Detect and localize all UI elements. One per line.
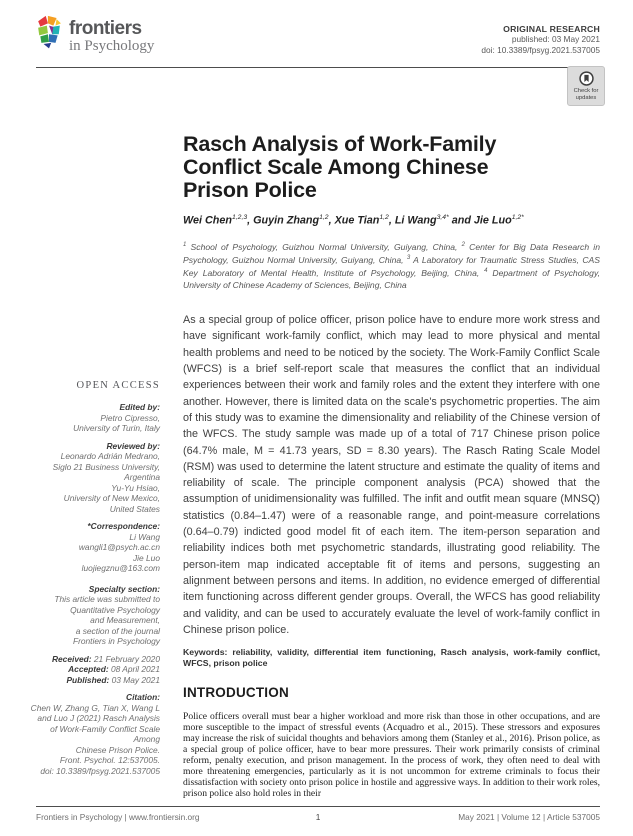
author-list: Wei Chen$^{1,2,3}$, Guyin Zhang$^{1,2}$, Xue Tian$^{1,2}$, Li Wang$^{3,4*}$ and Jie Luo$^{1,2*}$ (183, 214, 524, 227)
introduction-heading: INTRODUCTION (183, 685, 289, 701)
history-date-line: Published: 03 May 2021 (66, 674, 160, 685)
header-divider (36, 67, 600, 68)
edited-by-lines (30, 413, 160, 434)
history-date-line: Received: 21 February 2020 (51, 653, 160, 664)
check-updates-icon (579, 71, 594, 86)
list-item: doi: 10.3389/fpsyg.2021.537005 (40, 765, 160, 776)
list-item: a section of the journal (75, 625, 160, 636)
abstract-text: As a special group of police officer, prison police have to endure more work stress and have significant work-family conflict, which may lead to more physical and mental health problems and need to be noticed by the society. The Work-Family Conflict Scale (WFCS) is a brief self-report scale that measures the conflict that an individual experiences between their work and family roles and the extent they interfere with one another. However, there is limited data on the scale's psychometric properties. The aim of this study was to examine the dimensionality and reliability of the Chinese version of the WFCS. The study sample was made up of a total of 717 Chinese prison police (64.7% male, M = 41.73 years, SD = 8.30 years). The Rasch Rating Scale Model (RSM) was used to determine the latent structure and estimate the quality of items and reliability of scale. The principle component analysis (PCA) showed that the assumption of unidimensionality was fulfilled. The infit and outfit mean square (MNSQ) statistics (0.84–1.47) were of a reasonable range, and point-measure correlations (0.64–0.79) indicted good model fit of each item. The item-person separation and reliability indices both met psychometric standards, illustrating good reliability. The person-item map indicated acceptable fit of items and persons, suggesting an alignment between persons and items. In addition, no evidence emerged of differential item functioning across different gender groups. Overall, the WFCS has good reliability and validity, and can be used to accurately evaluate the level of work-family conflict in Chinese prison police. (183, 314, 600, 636)
list-item: Leonardo Adrián Medrano, (60, 451, 160, 461)
keywords-line: Keywords: reliability, validity, differential item functioning, Rasch analysis, work-family conflict, WFCS, prison police (183, 647, 600, 669)
list-item: Chinese Prison Police. (75, 744, 160, 755)
list-item: Frontiers in Psychology (72, 636, 160, 646)
correspondence-block (30, 521, 160, 574)
list-item: of Work-Family Conflict Scale Among (50, 723, 160, 744)
citation-block (30, 692, 160, 776)
check-updates-label: Check for updates (573, 88, 599, 101)
list-item[interactable]: luojiegznu@163.com (81, 563, 160, 573)
footer-journal-link[interactable]: Frontiers in Psychology | www.frontiersin.org (36, 812, 200, 822)
published-date: published: 03 May 2021 (511, 34, 600, 44)
list-item: Chen W, Zhang G, Tian X, Wang L (30, 702, 160, 713)
specialty-section-lines (30, 594, 160, 647)
citation-label: Citation: (126, 692, 160, 702)
list-item[interactable]: Li Wang (129, 531, 160, 542)
list-item: Front. Psychol. 12:537005. (59, 755, 160, 765)
specialty-section-block (30, 584, 160, 647)
reviewed-by-lines (30, 451, 160, 514)
list-item: University of New Mexico, (63, 493, 160, 503)
logo-brand-text: frontiers (69, 18, 142, 39)
list-item: University of Turin, Italy (73, 423, 160, 433)
introduction-paragraph: Police officers overall must bear a higher workload and more risk than those in other occupations, and are more susceptible to the impact of stressful events (Acquadro et al., 2015). These stressors and exposures may increase the risk of suicidal thoughts and behaviors among them (Stanley et al., 2016). Prison police, as a special group of police officer, have to bear more pressures. Their work primarily consists of criminal reform, penalty execution, and prison management. In the process of work, they often need to deal with more threatening emergencies, particularly as it is not uncommon for extreme criminals to focus their dissatisfaction with society onto prison police in hostile and aggressive ways. In addition to their work roles, prison police also hold roles in their (183, 711, 600, 800)
article-main-column (183, 133, 600, 810)
correspondence-lines[interactable] (30, 532, 160, 574)
reviewed-by-label: Reviewed by: (106, 440, 160, 451)
list-item: United States (109, 503, 160, 514)
footer-issue-info: May 2021 | Volume 12 | Article 537005 (458, 812, 600, 822)
list-item[interactable]: Jie Luo (132, 552, 160, 563)
article-type: ORIGINAL RESEARCH (503, 24, 600, 34)
history-dates-block (30, 654, 160, 686)
specialty-section-label: Specialty section: (88, 583, 160, 594)
list-item[interactable]: wangli1@psych.ac.cn (78, 542, 160, 552)
list-item: and Measurement, (90, 615, 160, 625)
list-item: and Luo J (2021) Rasch Analysis (37, 713, 160, 723)
list-item: Quantitative Psychology (70, 604, 160, 615)
edited-by-block (30, 402, 160, 434)
reviewed-by-block (30, 441, 160, 515)
footer-divider (36, 806, 600, 807)
logo-journal-text: in Psychology (69, 38, 155, 54)
page-number: 1 (315, 812, 321, 822)
edited-by-label: Edited by: (119, 402, 160, 412)
check-for-updates-button[interactable] (567, 66, 605, 106)
article-info-sidebar (30, 380, 160, 783)
correspondence-label: *Correspondence: (87, 521, 160, 531)
list-item: Yu-Yu Hsiao, (111, 482, 160, 493)
article-title: Rasch Analysis of Work-Family Conflict Scale Among Chinese Prison Police (183, 132, 497, 202)
frontiers-logo-icon (36, 12, 62, 50)
doi-link[interactable]: doi: 10.3389/fpsyg.2021.537005 (481, 45, 600, 55)
list-item: Argentina (124, 472, 160, 482)
list-item: This article was submitted to (54, 594, 160, 604)
affiliations: $^1$ School of Psychology, Guizhou Normal University, Guiyang, China, $^2$ Center for Big Data Research in Psychology, Guizhou Normal University, Guiyang, China, $^3$ A Laboratory for Traumatic Stress Studies, CAS Key Laboratory of Mental Health, Institute of Psychology, Beijing, China, $^4$ Department of Psychology, University of Chinese Academy of Sciences, Beijing, China (183, 241, 601, 290)
list-item: Siglo 21 Business University, (52, 461, 160, 472)
frontiers-logo (36, 12, 154, 55)
open-access-label: OPEN ACCESS (76, 380, 160, 391)
list-item: Pietro Cipresso, (100, 412, 160, 423)
history-date-line: Accepted: 08 April 2021 (68, 664, 160, 674)
citation-lines (30, 703, 160, 777)
header-meta (481, 24, 600, 56)
